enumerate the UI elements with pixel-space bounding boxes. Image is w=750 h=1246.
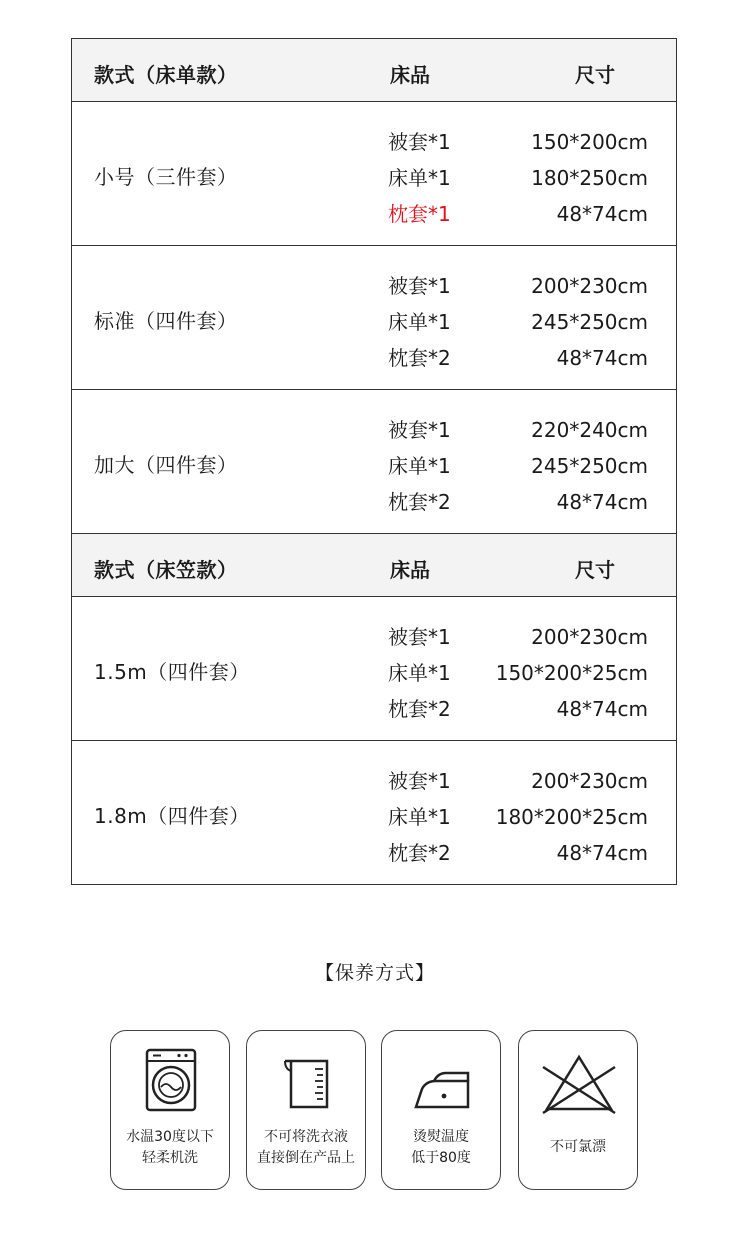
item-size: 245*250cm — [531, 454, 648, 478]
care-card-wash — [110, 1030, 230, 1190]
item-line — [388, 124, 648, 160]
washing-machine-icon — [141, 1047, 201, 1113]
item-name: 被套*1 — [388, 769, 451, 793]
table-row — [72, 741, 676, 884]
header-item-label: 床品 — [390, 558, 430, 582]
row-style-label: 1.5m（四件套） — [94, 660, 250, 684]
care-card-iron — [381, 1030, 501, 1190]
item-name: 枕套*2 — [388, 697, 451, 721]
row-style-label: 小号（三件套） — [94, 165, 238, 189]
item-size: 200*230cm — [531, 625, 648, 649]
care-caption-line1: 烫熨温度 — [413, 1129, 469, 1145]
item-name: 床单*1 — [388, 454, 451, 478]
item-size: 245*250cm — [531, 310, 648, 334]
item-name: 被套*1 — [388, 418, 451, 442]
row-items — [388, 268, 648, 376]
care-caption-line1: 不可氯漂 — [550, 1139, 606, 1155]
row-items — [388, 763, 648, 871]
row-items — [388, 619, 648, 727]
care-caption-line2: 轻柔机洗 — [142, 1150, 198, 1166]
header-size-label: 尺寸 — [575, 63, 615, 87]
item-size: 48*74cm — [556, 841, 648, 865]
item-name: 枕套*2 — [388, 841, 451, 865]
iron-icon — [412, 1047, 472, 1113]
row-style-label: 加大（四件套） — [94, 453, 238, 477]
care-caption-line2: 直接倒在产品上 — [257, 1150, 355, 1166]
item-size: 48*74cm — [556, 490, 648, 514]
item-size: 48*74cm — [556, 346, 648, 370]
item-line — [388, 268, 648, 304]
table-row — [72, 390, 676, 534]
care-caption-line2: 低于80度 — [411, 1150, 471, 1166]
item-name: 床单*1 — [388, 166, 451, 190]
row-style-label: 1.8m（四件套） — [94, 804, 250, 828]
row-style-label: 标准（四件套） — [94, 309, 238, 333]
item-line — [388, 484, 648, 520]
item-size: 200*230cm — [531, 769, 648, 793]
item-line — [388, 835, 648, 871]
item-size: 48*74cm — [556, 697, 648, 721]
item-size: 150*200cm — [531, 130, 648, 154]
item-line — [388, 160, 648, 196]
header-size-label: 尺寸 — [575, 558, 615, 582]
item-name: 床单*1 — [388, 310, 451, 334]
care-card-bleach — [518, 1030, 638, 1190]
care-card-detergent — [246, 1030, 366, 1190]
item-line — [388, 304, 648, 340]
item-size: 180*200*25cm — [495, 805, 648, 829]
table-row — [72, 246, 676, 390]
item-name: 被套*1 — [388, 274, 451, 298]
measuring-cup-icon — [277, 1047, 337, 1113]
item-line — [388, 340, 648, 376]
no-bleach-icon — [539, 1049, 619, 1115]
item-size: 220*240cm — [531, 418, 648, 442]
table-header-sheet-style — [72, 39, 676, 102]
item-line — [388, 655, 648, 691]
item-line — [388, 799, 648, 835]
item-size: 180*250cm — [531, 166, 648, 190]
header-style-label: 款式（床单款） — [94, 63, 238, 87]
item-size: 48*74cm — [556, 202, 648, 226]
item-line — [388, 412, 648, 448]
table-row — [72, 597, 676, 741]
item-line — [388, 763, 648, 799]
care-caption-line1: 不可将洗衣液 — [264, 1129, 348, 1145]
row-items — [388, 124, 648, 232]
table-row — [72, 102, 676, 246]
item-name-highlighted: 枕套*1 — [388, 202, 451, 226]
item-name: 床单*1 — [388, 661, 451, 685]
item-line — [388, 619, 648, 655]
item-line — [388, 691, 648, 727]
item-size: 200*230cm — [531, 274, 648, 298]
header-item-label: 床品 — [390, 63, 430, 87]
item-size: 150*200*25cm — [495, 661, 648, 685]
item-name: 枕套*2 — [388, 490, 451, 514]
item-name: 枕套*2 — [388, 346, 451, 370]
item-line — [388, 448, 648, 484]
table-header-fitted-style — [72, 534, 676, 597]
item-name: 床单*1 — [388, 805, 451, 829]
item-name: 被套*1 — [388, 625, 451, 649]
care-section-title: 【保养方式】 — [314, 962, 435, 984]
header-style-label: 款式（床笠款） — [94, 558, 238, 582]
item-line — [388, 196, 648, 232]
row-items — [388, 412, 648, 520]
care-caption-line1: 水温30度以下 — [126, 1129, 214, 1145]
size-table — [71, 38, 677, 885]
item-name: 被套*1 — [388, 130, 451, 154]
